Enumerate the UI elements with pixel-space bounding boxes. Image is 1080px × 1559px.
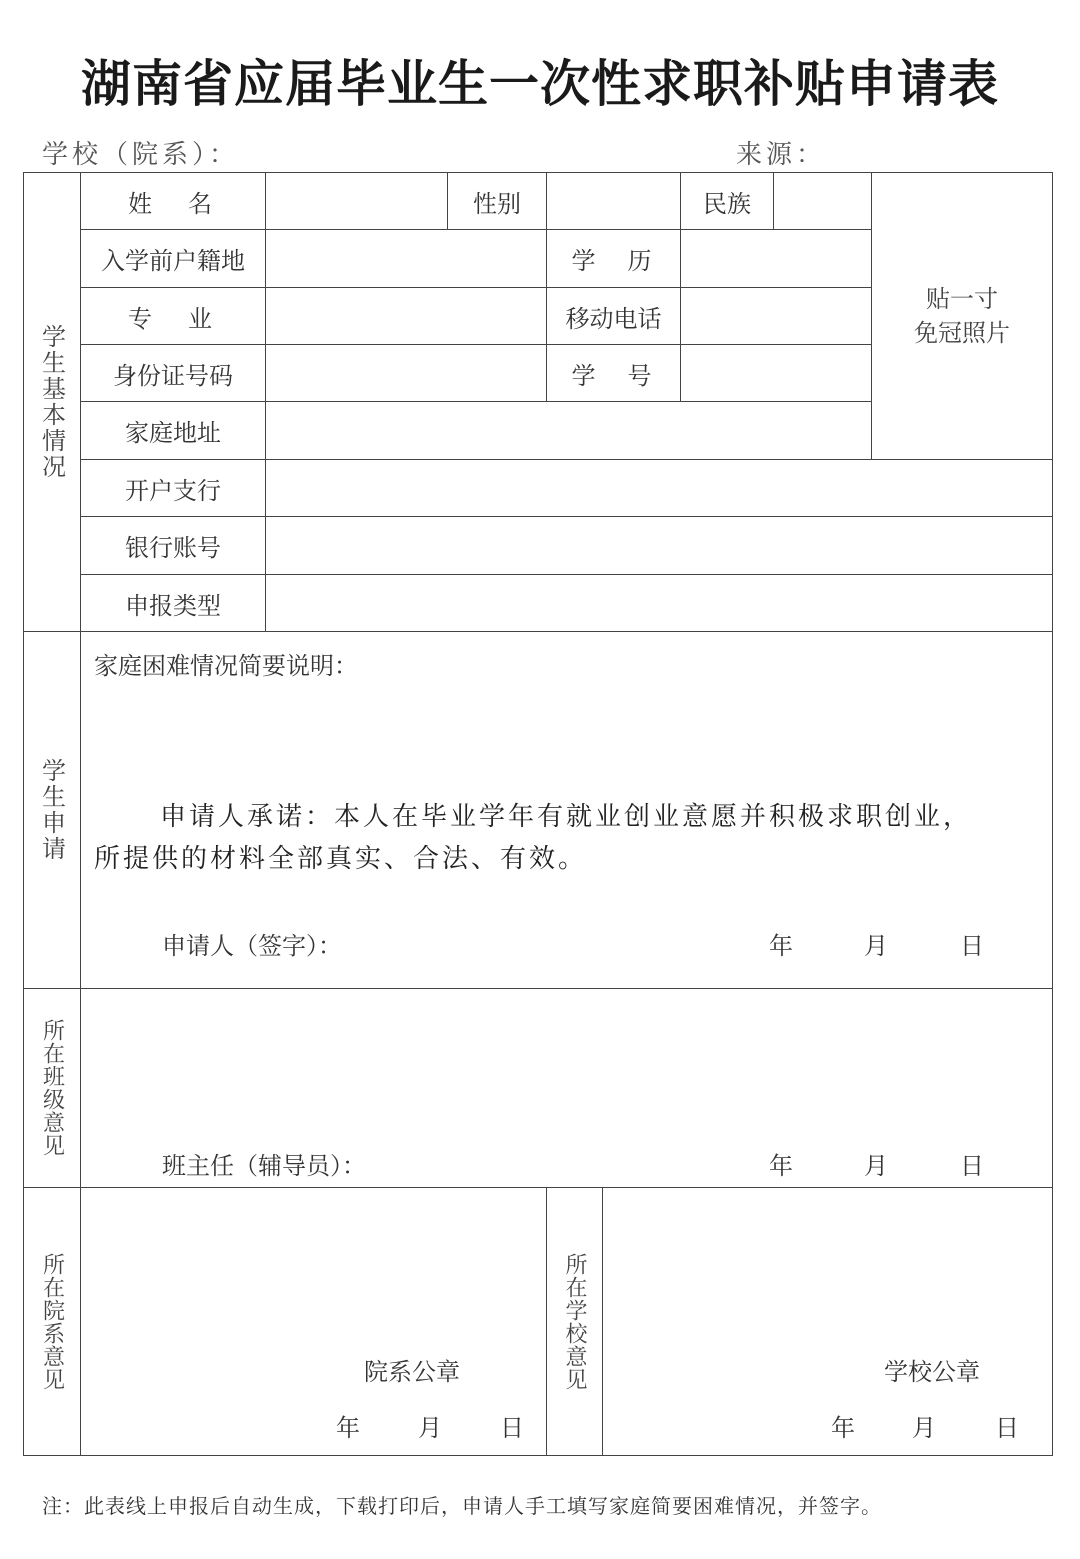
section-basic-info: 学生基本情况 (37, 324, 66, 480)
apply-date-year: 年 (769, 932, 793, 960)
education-field[interactable] (681, 230, 871, 287)
apply-date-day: 日 (960, 932, 984, 960)
applicant-signature-label: 申请人（签字）： (162, 932, 342, 960)
label-mobile: 移动电话 (565, 304, 662, 333)
school-label: 学校（院系）： (42, 140, 240, 170)
photo-line-1: 贴一寸 (926, 285, 998, 313)
label-name: 姓 名 (128, 189, 218, 218)
photo-placeholder[interactable] (872, 173, 1052, 459)
section-school-opinion: 所在学校意见 (562, 1252, 587, 1391)
address-field[interactable] (266, 402, 871, 459)
apply-date-month: 月 (864, 932, 888, 960)
hukou-field[interactable] (266, 230, 546, 287)
mobile-field[interactable] (681, 288, 871, 344)
label-gender: 性别 (473, 189, 521, 218)
class-date-month: 月 (864, 1152, 888, 1180)
applicant-signature-field[interactable] (370, 920, 720, 960)
dept-seal-label: 院系公章 (364, 1358, 460, 1386)
label-address: 家庭地址 (125, 419, 221, 447)
promise-line-1: 申请人承诺：本人在毕业学年有就业创业意愿并积极求职创业， (160, 802, 973, 832)
hardship-description-field[interactable] (90, 680, 1040, 790)
student-id-field[interactable] (681, 345, 871, 401)
dept-date-year: 年 (336, 1414, 360, 1442)
section-dept-opinion: 所在院系意见 (39, 1252, 65, 1391)
class-signature-label: 班主任（辅导员）： (162, 1152, 366, 1180)
label-student-id: 学 号 (571, 361, 656, 390)
bank-account-field[interactable] (266, 517, 1052, 574)
label-major: 专 业 (128, 304, 218, 333)
applicant-promise (94, 796, 972, 880)
class-date-year: 年 (769, 1152, 793, 1180)
label-apply-type: 申报类型 (125, 591, 221, 620)
label-hukou: 入学前户籍地 (101, 247, 245, 275)
school-date-month: 月 (912, 1414, 936, 1442)
school-seal-label: 学校公章 (884, 1358, 980, 1386)
label-ethnicity: 民族 (703, 189, 751, 218)
promise-line-2: 所提供的材料全部真实、合法、有效。 (94, 844, 588, 874)
apply-type-field[interactable] (266, 575, 1052, 631)
photo-line-2: 免冠照片 (914, 319, 1010, 347)
label-bank-account: 银行账号 (125, 534, 221, 562)
school-date-year: 年 (831, 1414, 855, 1442)
hardship-label: 家庭困难情况简要说明： (94, 652, 358, 680)
name-field[interactable] (266, 173, 447, 229)
label-bank-branch: 开户支行 (125, 476, 221, 505)
bank-branch-field[interactable] (266, 460, 1052, 516)
id-number-field[interactable] (266, 345, 546, 401)
footnote: 注：此表线上申报后自动生成，下载打印后，申请人手工填写家庭简要困难情况，并签字。 (42, 1494, 882, 1518)
major-field[interactable] (266, 288, 546, 344)
section-class-opinion: 所在班级意见 (39, 1019, 65, 1157)
label-education: 学 历 (571, 247, 656, 275)
ethnicity-field[interactable] (774, 173, 871, 229)
dept-opinion-field[interactable] (90, 1195, 540, 1335)
dept-date-day: 日 (500, 1414, 524, 1442)
class-date-day: 日 (960, 1152, 984, 1180)
label-id-number: 身份证号码 (113, 361, 233, 390)
school-date-day: 日 (995, 1414, 1019, 1442)
class-opinion-field[interactable] (90, 995, 1040, 1125)
source-label: 来源： (736, 140, 827, 170)
page-title: 湖南省应届毕业生一次性求职补贴申请表 (81, 54, 999, 113)
dept-date-month: 月 (418, 1414, 442, 1442)
section-student-apply: 学生申请 (37, 758, 66, 862)
school-opinion-field[interactable] (610, 1195, 1045, 1335)
gender-field[interactable] (547, 173, 680, 229)
